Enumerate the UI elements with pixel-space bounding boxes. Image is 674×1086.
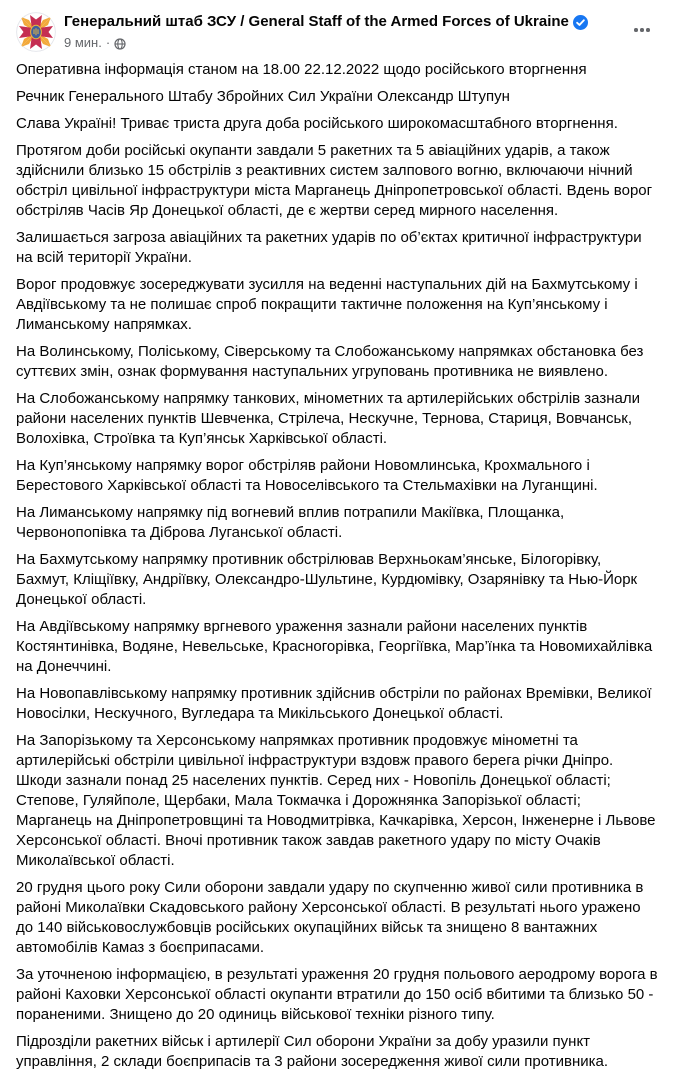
- page-name-link[interactable]: Генеральний штаб ЗСУ / General Staff of the Armed Forces of Ukraine: [64, 13, 569, 30]
- post-paragraph: На Волинському, Поліському, Сіверському та Слобожанському напрямках обстановка без суттєвих змін, ознак формування наступальних угруповань противника не виявлено.: [16, 343, 644, 380]
- post-text: [0, 56, 674, 1086]
- post-paragraph: Ворог продовжує зосереджувати зусилля на веденні наступальних дій на Бахмутському і Авдіївському та не полишає спроб покращити тактичне положення на Куп’янському і Лиманському напрямках.: [16, 276, 638, 333]
- post-paragraph: На Лиманському напрямку під вогневий вплив потрапили Макіївка, Площанка, Червонопопівка та Діброва Луганської області.: [16, 504, 565, 541]
- post-paragraph: На Авдіївському напрямку вргневого ураження зазнали райони населених пунктів Костянтинівка, Водяне, Невельське, Красногорівка, Георгіївка, Мар’їнка та Новомихайлівка на Донеччині.: [16, 618, 653, 675]
- header-info: [64, 12, 626, 51]
- post-paragraph: Підрозділи ракетних військ і артилерії Сил оборони України за добу уразили пункт управління, 2 склади боєприпасів та 3 райони зосередження живої сили противника.: [16, 1033, 609, 1070]
- post-paragraph: На Новопавлівському напрямку противник здійснив обстріли по районах Времівки, Великої Новосілки, Нескучного, Вугледара та Микільського Донецької області.: [16, 685, 652, 722]
- meta-separator: ·: [105, 35, 111, 50]
- post-paragraph: За уточненою інформацією, в результаті ураження 20 грудня польового аеродрому ворога в районі Каховки Херсонської області окупанти втратили до 150 осіб вбитими та близько 50 - пораненими. Знищено до 20 одиниць військової техніки різного типу.: [16, 966, 658, 1023]
- more-options-icon: [634, 28, 650, 32]
- post-paragraph: Слава Україні! Триває триста друга доба російського широкомасштабного вторгнення.: [16, 115, 618, 132]
- post-paragraph: Залишається загроза авіаційних та ракетних ударів по об’єктах критичної інфраструктури на всій території України.: [16, 229, 642, 266]
- armed-forces-emblem-icon: [16, 39, 56, 52]
- post-paragraph: 20 грудня цього року Сили оборони завдали удару по скупченню живої сили противника в районі Миколаївки Скадовського району Херсонської області. В результаті нього уражено до 140 військовослужбовців російських окупаційних військ та знищено 8 вантажних автомобілів Камаз з боєприпасами.: [16, 879, 644, 956]
- post-paragraph: На Запорізькому та Херсонському напрямках противник продовжує мінометні та артилерійські обстріли цивільної інфраструктури вздовж правого берега річки Дніпро. Шкоди зазнали понад 25 населених пунктів. Серед них - Новопіль Донецької області; Степове, Гуляйполе, Щербаки, Мала Токмачка і Дорожнянка Запорізької області; Марганець на Дніпропетровщині та Новодмитрівка, Качкарівка, Херсон, Інженерне і Львове Херсонської області. Вночі противник також завдав ракетного удару по місту Очаків Миколаївської області.: [16, 732, 656, 869]
- avatar[interactable]: [16, 12, 56, 52]
- post-meta: [64, 35, 626, 51]
- post-paragraph: Протягом доби російські окупанти завдали 5 ракетних та 5 авіаційних ударів, а також здійснили близько 15 обстрілів з реактивних систем залпового вогню, включаючи нічний обстріл цивільної інфраструктури міста Марганець Дніпропетровської області. Вдень ворог обстріляв Часів Яр Донецької області, де є жертви серед мирного населення.: [16, 142, 653, 219]
- post-paragraph: Речник Генерального Штабу Збройних Сил України Олександр Штупун: [16, 88, 510, 105]
- post-paragraph: На Бахмутському напрямку противник обстрілював Верхньокам’янське, Білогорівку, Бахмут, Кліщіївку, Андріївку, Олександро-Шультине, Курдюмівку, Озарянівку та Нью-Йорк Донецької області.: [16, 551, 638, 608]
- verified-badge-icon: [573, 15, 588, 30]
- timestamp-link[interactable]: 9 мин.: [64, 35, 102, 50]
- post-paragraph: Оперативна інформація станом на 18.00 22.12.2022 щодо російського вторгнення: [16, 61, 587, 78]
- post-paragraph: На Куп’янському напрямку ворог обстріляв райони Новомлинська, Крохмального і Берестового Харківської області та Новоселівського та Стельмахівки на Луганщині.: [16, 457, 598, 494]
- post-header: [0, 0, 674, 56]
- globe-icon: [114, 38, 126, 50]
- post-paragraph: На Слобожанському напрямку танкових, мінометних та артилерійських обстрілів зазнали райони населених пунктів Шевченка, Стрілеча, Нескучне, Тернова, Стариця, Вовчанськ, Волохівка, Строївка та Куп’янськ Харківської області.: [16, 390, 640, 447]
- post-menu-button[interactable]: [626, 14, 658, 46]
